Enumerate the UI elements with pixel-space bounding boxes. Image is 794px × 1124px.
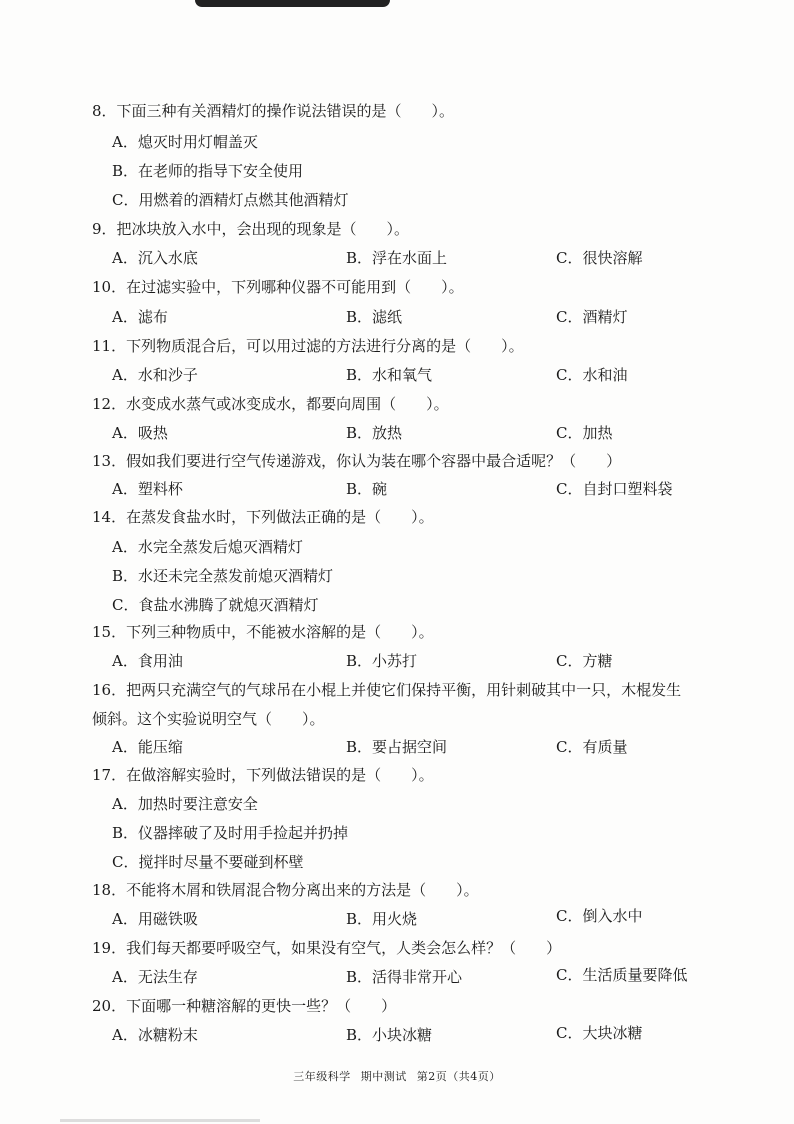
question-18-stem: 18．不能将木屑和铁屑混合物分离出来的方法是（ ）。 bbox=[92, 881, 479, 899]
question-20-stem: 20．下面哪一种糖溶解的更快一些？（ ） bbox=[92, 997, 397, 1015]
question-20-option-c: C．大块冰糖 bbox=[556, 1024, 643, 1042]
question-10-stem: 10．在过滤实验中，下列哪种仪器不可能用到（ ）。 bbox=[92, 278, 464, 296]
question-13-stem: 13．假如我们要进行空气传递游戏，你认为装在哪个容器中最合适呢？（ ） bbox=[92, 452, 622, 470]
question-8-option-b: B．在老师的指导下安全使用 bbox=[112, 162, 304, 180]
question-13-option-b: B．碗 bbox=[346, 480, 388, 498]
question-15-stem: 15．下列三种物质中，不能被水溶解的是（ ）。 bbox=[92, 623, 434, 641]
question-17-stem: 17．在做溶解实验时，下列做法错误的是（ ）。 bbox=[92, 766, 434, 784]
page-footer bbox=[0, 1068, 794, 1084]
question-14-option-b: B．水还未完全蒸发前熄灭酒精灯 bbox=[112, 567, 334, 585]
question-11-option-a: A．水和沙子 bbox=[112, 366, 198, 384]
question-17-option-a: A．加热时要注意安全 bbox=[112, 795, 258, 813]
question-10-option-b: B．滤纸 bbox=[346, 308, 403, 326]
footer-subject: 三年级科学 bbox=[293, 1070, 351, 1083]
question-16-option-c: C．有质量 bbox=[556, 738, 628, 756]
question-17-option-b: B．仪器摔破了及时用手捡起并扔掉 bbox=[112, 824, 349, 842]
question-10-option-c: C．酒精灯 bbox=[556, 308, 628, 326]
question-13-option-a: A．塑料杯 bbox=[112, 480, 183, 498]
question-19-option-a: A．无法生存 bbox=[112, 968, 198, 986]
scan-bottom-edge bbox=[60, 1119, 260, 1122]
question-10-option-a: A．滤布 bbox=[112, 308, 168, 326]
question-12-option-b: B．放热 bbox=[346, 424, 403, 442]
question-18-option-c: C．倒入水中 bbox=[556, 907, 643, 925]
question-8-stem: 8．下面三种有关酒精灯的操作说法错误的是（ ）。 bbox=[92, 102, 455, 120]
question-15-option-b: B．小苏打 bbox=[346, 652, 418, 670]
question-9-option-b: B．浮在水面上 bbox=[346, 249, 448, 267]
question-20-option-a: A．冰糖粉末 bbox=[112, 1026, 198, 1044]
question-12-option-a: A．吸热 bbox=[112, 424, 168, 442]
question-18-option-b: B．用火烧 bbox=[346, 910, 418, 928]
question-15-option-a: A．食用油 bbox=[112, 652, 183, 670]
question-16-option-a: A．能压缩 bbox=[112, 738, 183, 756]
question-11-option-b: B．水和氧气 bbox=[346, 366, 433, 384]
footer-exam: 期中测试 bbox=[360, 1070, 407, 1083]
question-9-option-a: A．沉入水底 bbox=[112, 249, 198, 267]
question-19-option-b: B．活得非常开心 bbox=[346, 968, 463, 986]
question-18-option-a: A．用磁铁吸 bbox=[112, 910, 198, 928]
question-8-option-a: A．熄灭时用灯帽盖灭 bbox=[112, 133, 258, 151]
question-14-option-c: C．食盐水沸腾了就熄灭酒精灯 bbox=[112, 596, 319, 614]
question-8-option-c: C．用燃着的酒精灯点燃其他酒精灯 bbox=[112, 191, 349, 209]
question-14-option-a: A．水完全蒸发后熄灭酒精灯 bbox=[112, 538, 303, 556]
question-12-option-c: C．加热 bbox=[556, 424, 613, 442]
question-17-option-c: C．搅拌时尽量不要碰到杯壁 bbox=[112, 853, 304, 871]
question-19-stem: 19．我们每天都要呼吸空气，如果没有空气，人类会怎么样？（ ） bbox=[92, 939, 562, 957]
question-15-option-c: C．方糖 bbox=[556, 652, 613, 670]
question-9-stem: 9．把冰块放入水中，会出现的现象是（ ）。 bbox=[92, 220, 410, 238]
question-16-stem: 16．把两只充满空气的气球吊在小棍上并使它们保持平衡，用针刺破其中一只，木棍发生倾斜。这个实验说明空气（ ）。 bbox=[92, 681, 682, 728]
question-11-stem: 11．下列物质混合后，可以用过滤的方法进行分离的是（ ）。 bbox=[92, 337, 524, 355]
question-9-option-c: C．很快溶解 bbox=[556, 249, 643, 267]
question-20-option-b: B．小块冰糖 bbox=[346, 1026, 433, 1044]
question-14-stem: 14．在蒸发食盐水时，下列做法正确的是（ ）。 bbox=[92, 508, 434, 526]
question-19-option-c: C．生活质量要降低 bbox=[556, 966, 688, 984]
footer-page-number: 第2页（共4页） bbox=[416, 1070, 501, 1083]
question-12-stem: 12．水变成水蒸气或冰变成水，都要向周围（ ）。 bbox=[92, 395, 449, 413]
question-11-option-c: C．水和油 bbox=[556, 366, 628, 384]
question-13-option-c: C．自封口塑料袋 bbox=[556, 480, 673, 498]
question-16-option-b: B．要占据空间 bbox=[346, 738, 448, 756]
